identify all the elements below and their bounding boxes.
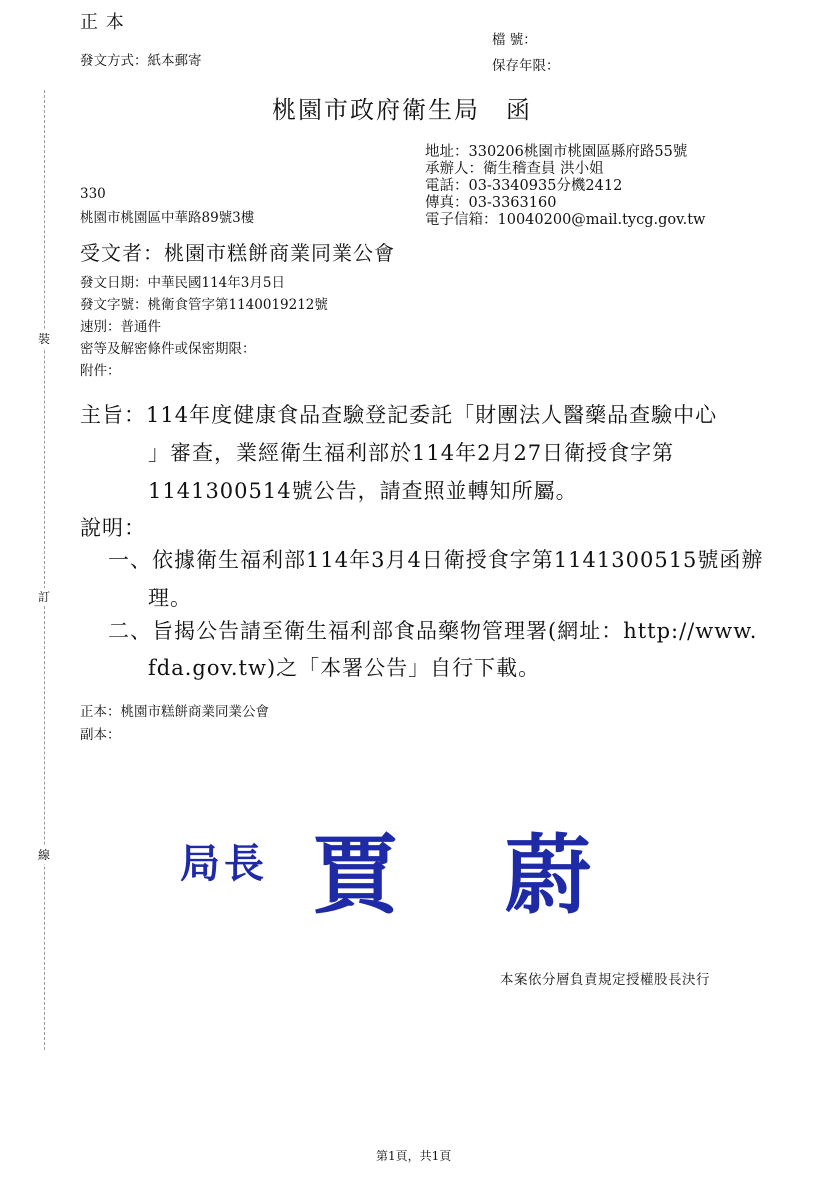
agency-address: 地址：330206桃園市桃園區縣府路55號 xyxy=(425,144,688,160)
binding-mark-middle: 訂 xyxy=(38,590,51,604)
copy-recipient: 副本： xyxy=(80,727,121,743)
retention-period-label: 保存年限： xyxy=(492,58,560,74)
delegation-note: 本案依分層負責規定授權股長決行 xyxy=(500,972,710,988)
agency-email: 電子信箱：10040200@mail.tycg.gov.tw xyxy=(425,212,706,228)
explanation-heading: 說明： xyxy=(80,516,146,540)
file-number-label: 檔 號： xyxy=(492,32,537,48)
attachment: 附件： xyxy=(80,363,121,379)
agency-officer: 承辦人：衛生稽查員 洪小姐 xyxy=(425,161,604,177)
document-title: 桃園市政府衛生局 函 xyxy=(272,96,532,124)
copy-type: 正 本 xyxy=(80,12,125,33)
subject-line-1: 主旨：114年度健康食品查驗登記委託「財團法人醫藥品查驗中心 xyxy=(80,403,718,427)
delivery-speed: 速別：普通件 xyxy=(80,319,161,335)
binding-margin-line xyxy=(44,90,45,1050)
recipient: 受文者：桃園市糕餅商業同業公會 xyxy=(80,241,395,265)
explanation-item-2-line-1: 二、旨揭公告請至衛生福利部食品藥物管理署(網址：http://www. xyxy=(108,619,758,643)
agency-fax: 傳真：03-3363160 xyxy=(425,195,557,211)
subject-line-3: 1141300514號公告，請查照並轉知所屬。 xyxy=(148,479,578,503)
signature-surname-stamp: 賈 xyxy=(312,825,398,926)
subject-line-2: 」審查，業經衛生福利部於114年2月27日衛授食字第 xyxy=(148,441,675,465)
explanation-item-1-line-1: 一、依據衛生福利部114年3月4日衛授食字第1141300515號函辦 xyxy=(108,548,764,572)
issue-date: 發文日期：中華民國114年3月5日 xyxy=(80,275,285,291)
explanation-item-1-line-2: 理。 xyxy=(148,586,192,610)
original-recipient: 正本：桃園市糕餅商業同業公會 xyxy=(80,704,269,720)
signature-given-name-stamp: 蔚 xyxy=(505,825,591,926)
document-number: 發文字號：桃衛食管字第1140019212號 xyxy=(80,297,328,313)
recipient-street-address: 桃園市桃園區中華路89號3樓 xyxy=(80,210,255,226)
binding-mark-top: 裝 xyxy=(38,332,51,346)
page-number: 第1頁，共1頁 xyxy=(376,1149,452,1163)
signature-title-stamp: 局長 xyxy=(180,840,268,887)
classification: 密等及解密條件或保密期限： xyxy=(80,341,256,357)
binding-mark-bottom: 線 xyxy=(38,848,51,862)
recipient-postcode: 330 xyxy=(80,186,106,202)
explanation-item-2-line-2: fda.gov.tw)之「本署公告」自行下載。 xyxy=(148,656,541,680)
send-method: 發文方式：紙本郵寄 xyxy=(80,53,202,69)
agency-phone: 電話：03-3340935分機2412 xyxy=(425,178,623,194)
